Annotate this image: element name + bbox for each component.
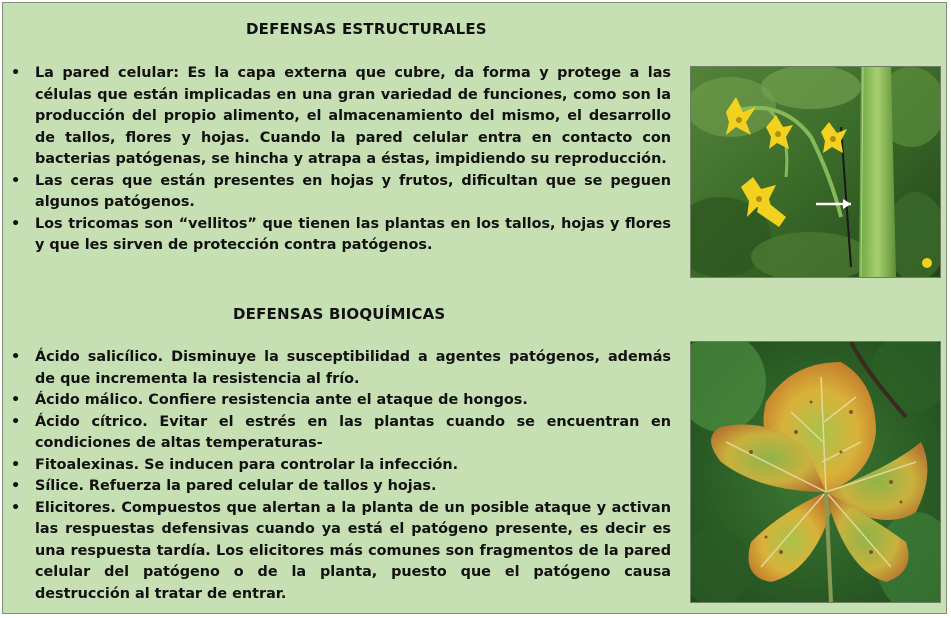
list-item	[11, 412, 671, 455]
list-item	[11, 476, 671, 498]
list-item	[11, 455, 671, 477]
bullet: •	[11, 478, 21, 494]
bullet: •	[11, 65, 21, 81]
list-item	[11, 171, 671, 214]
biochemical-defenses-list	[11, 347, 671, 605]
list-item-text: Los tricomas son “vellitos” que tienen las plantas en los tallos, hojas y flores y que les sirven de protección contra patógenos.	[35, 215, 671, 253]
list-item-text: Elicitores. Compuestos que alertan a la planta de un posible ataque y activan las respuestas defensivas cuando ya está el patógeno presente, es decir es una respuesta tardía. Los elicitores más comunes son fragmentos de la pared celular del patógeno o de la planta, puesto que el patógeno causa destrucción al tratar de entrar.	[35, 499, 671, 602]
structural-defenses-list	[11, 63, 671, 257]
list-item-text: Ácido cítrico. Evitar el estrés en las plantas cuando se encuentran en condiciones de altas temperaturas-	[35, 413, 671, 451]
list-item	[11, 63, 671, 171]
bullet: •	[11, 172, 21, 189]
list-item-text: Las ceras que están presentes en hojas y frutos, dificultan que se peguen algunos patógenos.	[35, 172, 671, 210]
bullet: •	[11, 499, 21, 516]
bullet: •	[11, 392, 21, 408]
tomato-plant-trichomes-photo	[690, 66, 941, 278]
list-item	[11, 347, 671, 390]
list-item	[11, 390, 671, 412]
list-item-text: Ácido málico. Confiere resistencia ante el ataque de hongos.	[35, 392, 528, 408]
structural-defenses-heading: DEFENSAS ESTRUCTURALES	[246, 20, 487, 38]
infographic-panel	[2, 2, 947, 614]
list-item-text: Sílice. Refuerza la pared celular de tallos y hojas.	[35, 478, 437, 494]
list-item	[11, 498, 671, 606]
bullet: •	[11, 349, 21, 365]
bullet: •	[11, 456, 21, 473]
list-item-text: Fitoalexinas. Se inducen para controlar la infección.	[35, 456, 459, 473]
list-item-text: La pared celular: Es la capa externa que cubre, da forma y protege a las células que están implicadas en una gran variedad de funciones, como son la producción del propio alimento, el almacenamiento del mismo, el desarrollo de tallos, flores y hojas. Cuando la pared celular entra en contacto con bacterias patógenas, se hincha y atrapa a éstas, impidiendo su reproducción.	[35, 65, 671, 167]
infected-leaf-photo	[690, 341, 941, 603]
list-item-text: Ácido salicílico. Disminuye la susceptibilidad a agentes patógenos, además de que incrementa la resistencia al frío.	[35, 349, 671, 387]
biochemical-defenses-heading: DEFENSAS BIOQUÍMICAS	[233, 305, 446, 323]
bullet: •	[11, 413, 21, 430]
bullet: •	[11, 215, 21, 232]
list-item	[11, 214, 671, 257]
